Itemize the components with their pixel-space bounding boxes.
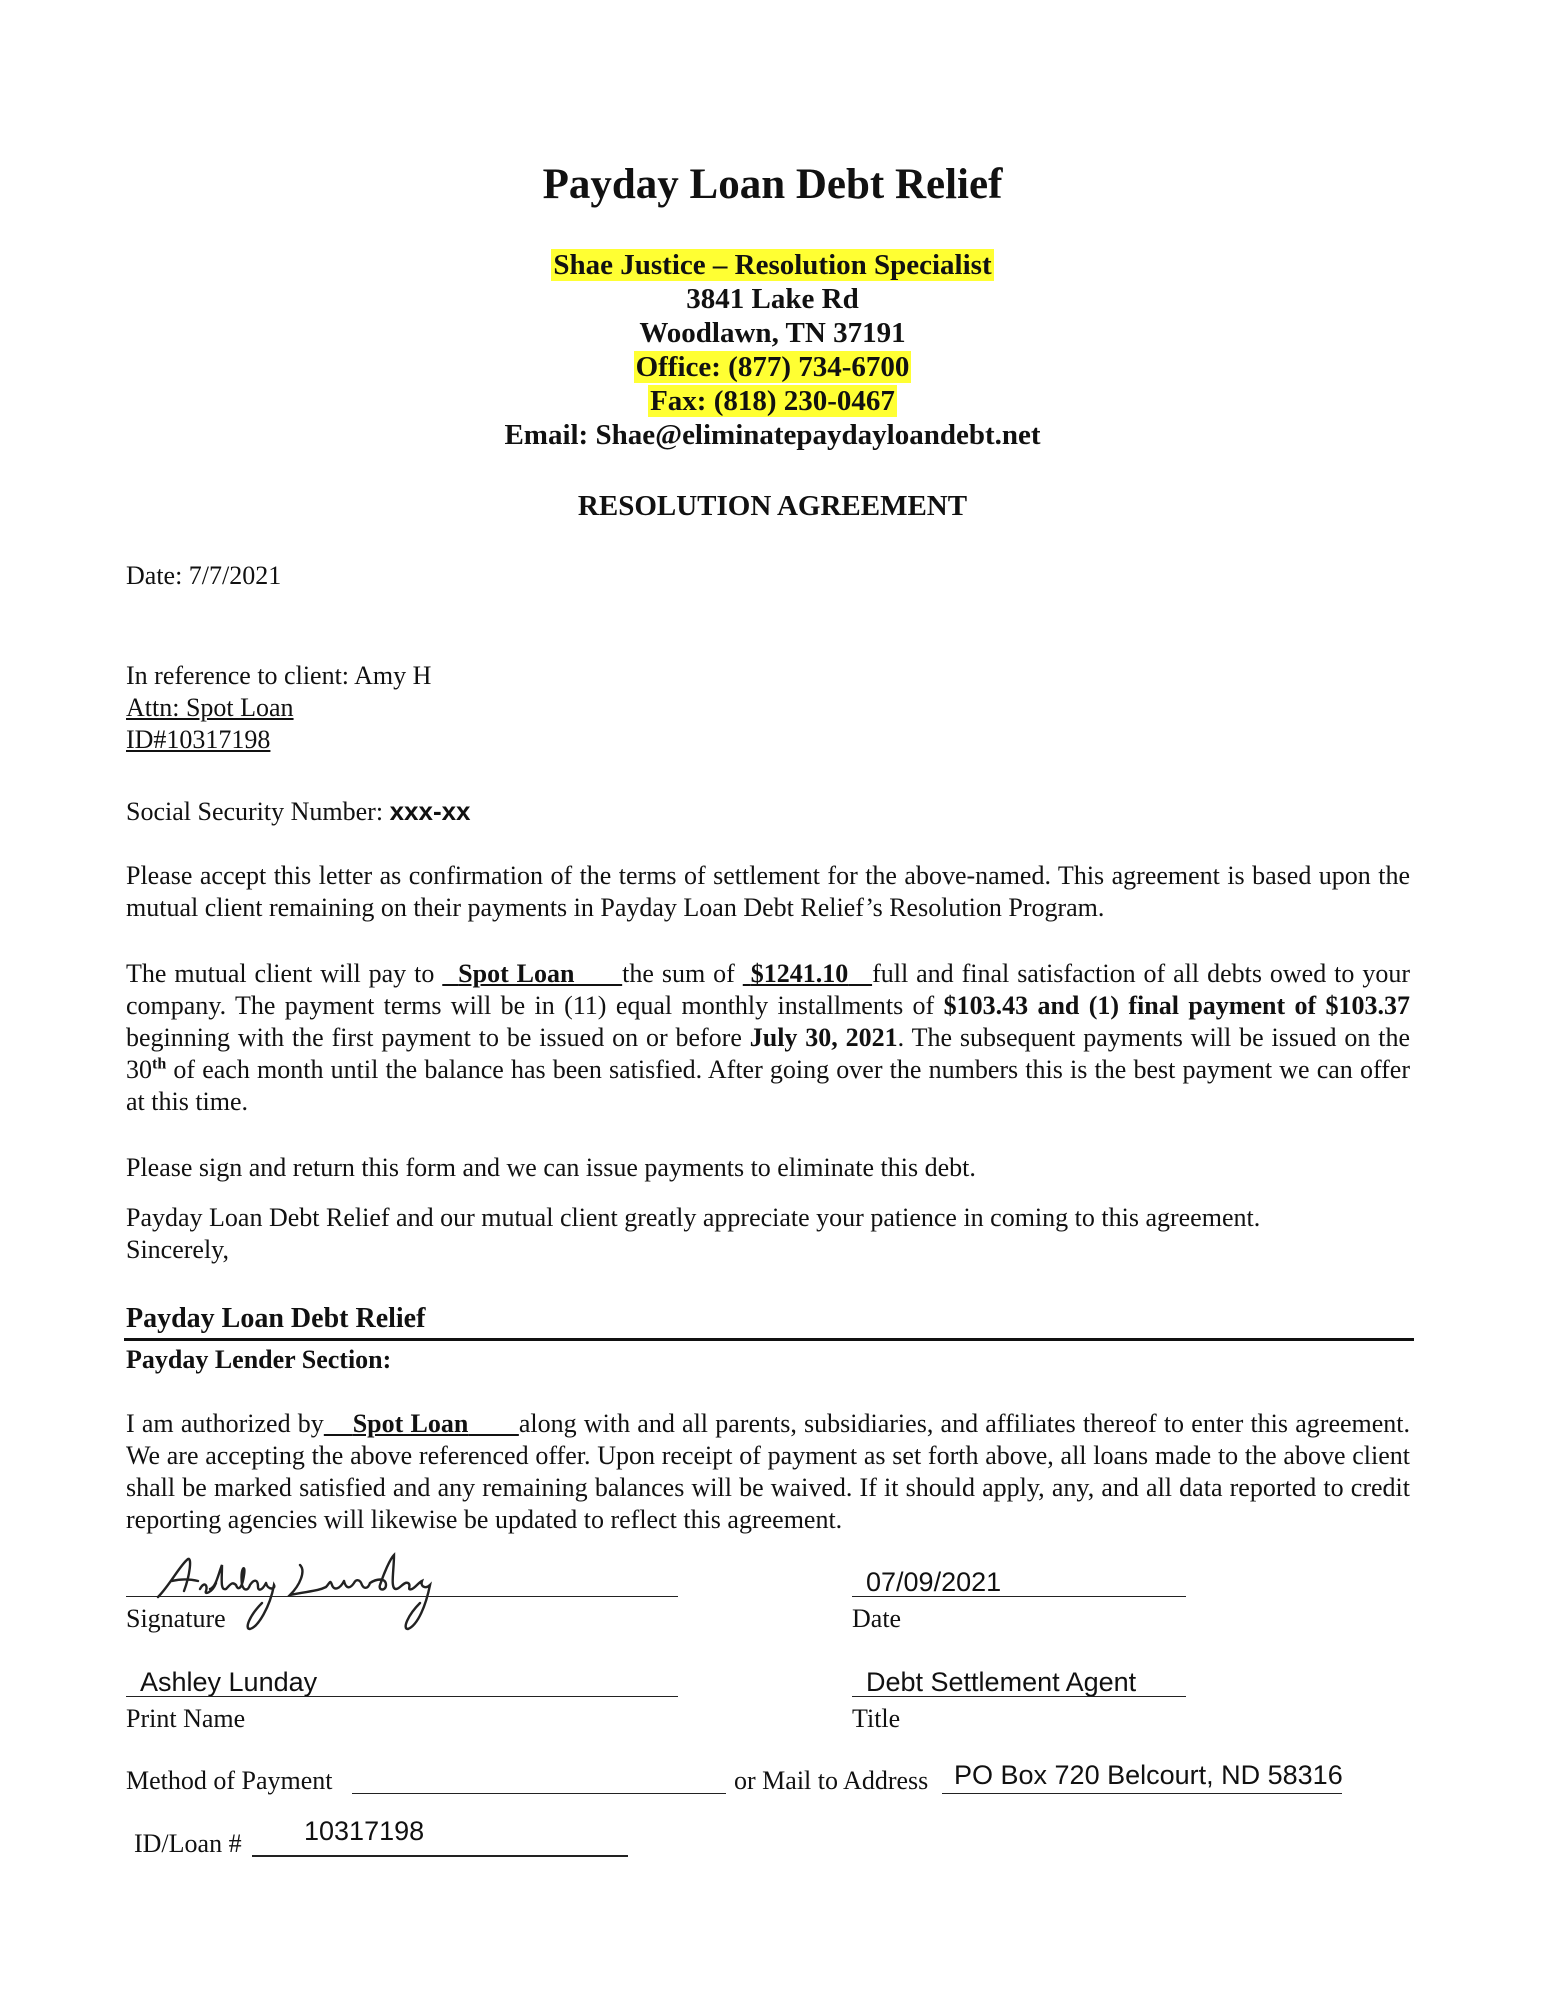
method-of-payment-field[interactable] <box>352 1793 726 1794</box>
contact-block <box>0 248 1545 452</box>
id-loan-field[interactable]: 10317198 <box>304 1816 425 1846</box>
lender-authorization-paragraph <box>126 1408 1410 1536</box>
ssn-line <box>126 795 471 828</box>
page-title: Payday Loan Debt Relief <box>542 161 1003 208</box>
print-name-line <box>126 1696 678 1697</box>
terms-text-3: full and final satisfaction of all debts owed to your company. The payment terms will be in (11) equal monthly installments of <box>126 959 1410 1020</box>
method-of-payment-label: Method of Payment <box>126 1766 333 1795</box>
settlement-amount: $1241.10 <box>750 959 849 988</box>
authorization-text-1: I am authorized by <box>126 1409 324 1438</box>
title-line <box>852 1696 1186 1697</box>
terms-text-1: The mutual client will pay to <box>126 959 443 988</box>
mail-address-line <box>942 1793 1342 1794</box>
date-line-underline <box>852 1596 1186 1597</box>
mail-address-label: or Mail to Address <box>734 1766 929 1795</box>
terms-text-6: of each month until the balance has been satisfied. After going over the numbers this is the best payment we can offer at this time. <box>126 1055 1410 1116</box>
ssn-label: Social Security Number: <box>126 797 390 826</box>
mail-address-field[interactable]: PO Box 720 Belcourt, ND 58316 <box>954 1760 1343 1790</box>
id-loan-label: ID/Loan # <box>134 1829 242 1858</box>
company-signature: Payday Loan Debt Relief <box>126 1303 426 1334</box>
signature-line <box>126 1596 678 1597</box>
section-divider <box>124 1338 1414 1341</box>
terms-text-4: beginning with the first payment to be issued on or before <box>126 1023 750 1052</box>
date-field[interactable]: 07/09/2021 <box>866 1567 1002 1597</box>
account-id: ID#10317198 <box>126 725 271 754</box>
authorization-text-2: along with and all parents, subsidiaries, and affiliates thereof to enter this agreement. We are accepting the above referenced offer. Upon receipt of payment as set forth above, all loans made to the above client shall be marked satisfied and any remaining balances will be waived. If it should apply, any, and all data reported to credit reporting agencies will likewise be updated to reflect this agreement. <box>126 1409 1411 1534</box>
appreciation-paragraph <box>126 1202 1416 1266</box>
signature-label: Signature <box>126 1604 226 1633</box>
signature-text: Ashley Lunday <box>150 1545 157 1546</box>
terms-text-2: the sum of <box>622 959 743 988</box>
document-title: RESOLUTION AGREEMENT <box>577 490 968 522</box>
title-field[interactable]: Debt Settlement Agent <box>866 1667 1137 1697</box>
authorization-lender: Spot Loan <box>352 1409 469 1438</box>
title-label: Title <box>852 1704 901 1733</box>
contact-name: Shae Justice – Resolution Specialist <box>553 249 992 281</box>
street-address: 3841 Lake Rd <box>686 283 859 315</box>
city-address: Woodlawn, TN 37191 <box>639 317 906 349</box>
ssn-value: xxx-xx <box>389 796 471 826</box>
print-name-field[interactable]: Ashley Lunday <box>140 1667 318 1697</box>
installment-terms: $103.43 and (1) final payment of $103.37 <box>943 991 1410 1020</box>
date-label: Date <box>852 1604 902 1633</box>
print-name-label: Print Name <box>126 1704 246 1733</box>
sign-request: Please sign and return this form and we can issue payments to eliminate this debt. <box>126 1153 976 1182</box>
terms-paragraph <box>126 958 1410 1118</box>
office-phone: Office: (877) 734-6700 <box>635 351 910 383</box>
fax-number: Fax: (818) 230-0467 <box>650 385 895 417</box>
closing: Sincerely, <box>126 1235 229 1264</box>
first-payment-date: July 30, 2021 <box>749 1023 898 1052</box>
email-address: Email: Shae@eliminatepaydayloandebt.net <box>504 419 1041 451</box>
reference-block <box>126 660 431 756</box>
attention-line: Attn: Spot Loan <box>126 693 294 722</box>
lender-section-heading: Payday Lender Section: <box>126 1345 392 1374</box>
client-reference: In reference to client: Amy H <box>126 661 432 690</box>
ordinal-suffix: th <box>152 1055 167 1073</box>
date-line: Date: 7/7/2021 <box>126 561 282 590</box>
terms-lender: Spot Loan <box>458 959 575 988</box>
terms-text-5: . The subsequent payments will be issued on the 30 <box>126 1023 1411 1084</box>
appreciation-text: Payday Loan Debt Relief and our mutual client greatly appreciate your patience in coming to this agreement. <box>126 1203 1261 1232</box>
confirmation-paragraph: Please accept this letter as confirmation of the terms of settlement for the above-named. This agreement is based upon the mutual client remaining on their payments in Payday Loan Debt Relief’s Resolution Program. <box>126 861 1410 922</box>
id-loan-line <box>252 1855 628 1857</box>
